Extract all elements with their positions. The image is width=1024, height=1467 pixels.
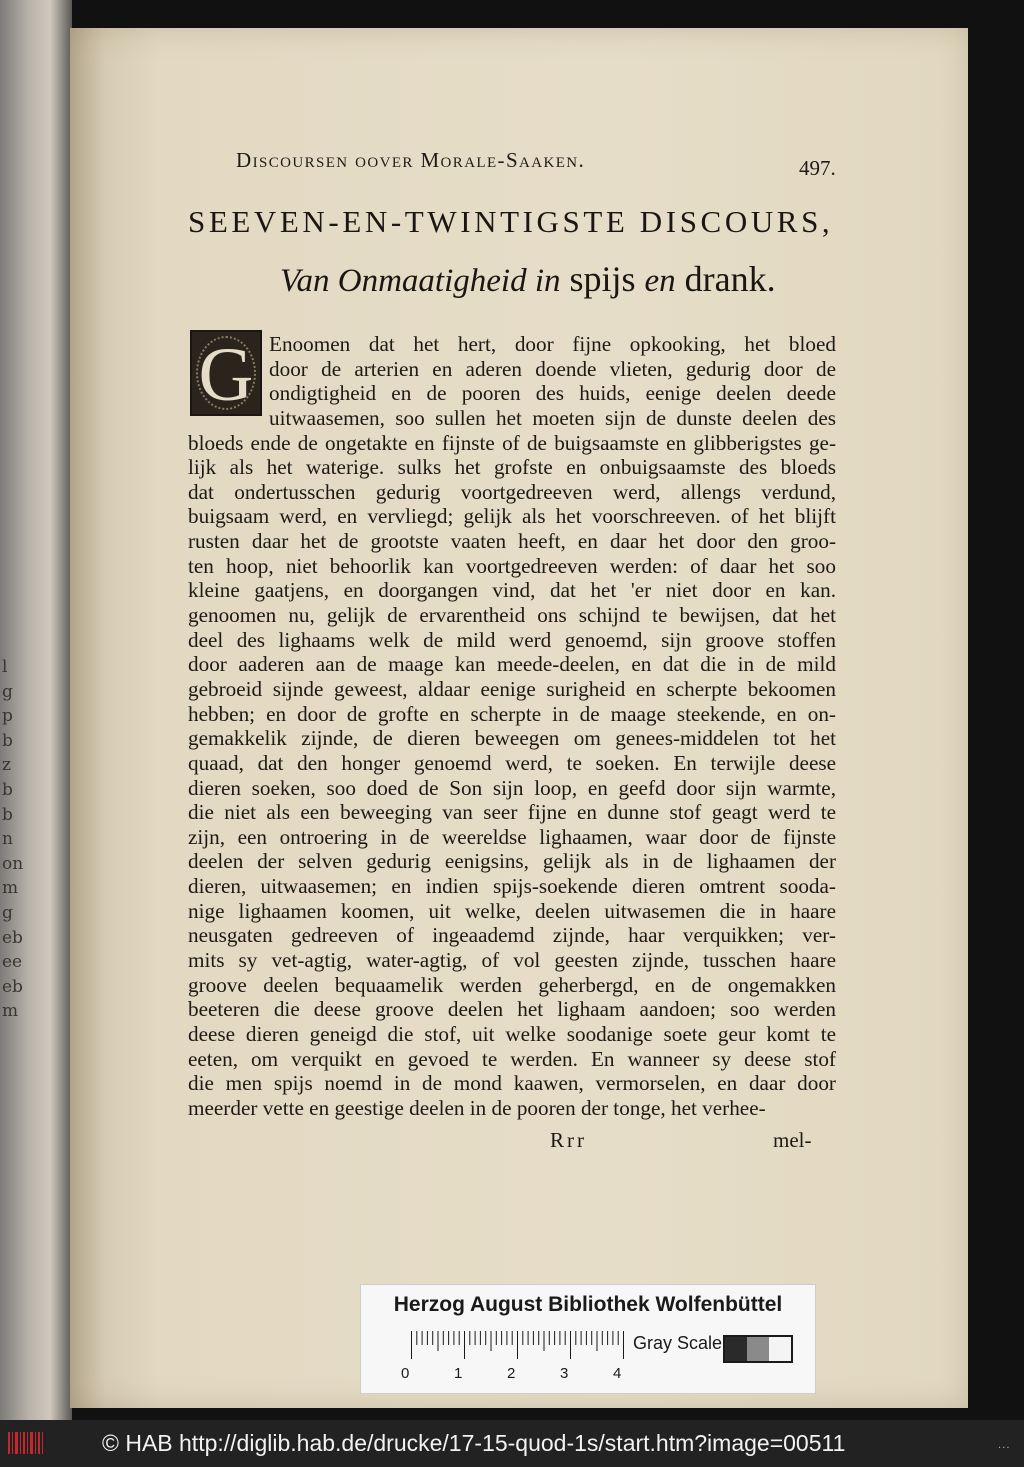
facing-page-letter: n [2, 829, 13, 850]
text-line: nige lighaamen koomen, uit welke, deelen uitwasemen die in haare [188, 898, 836, 923]
ruler-number: 3 [560, 1365, 569, 1382]
gray-scale-label: Gray Scale [633, 1333, 723, 1353]
ruler-tick [475, 1331, 476, 1345]
ruler-tick [453, 1331, 454, 1345]
chapter-title: SEEVEN-EN-TWINTIGSTE DISCOURS, [188, 204, 834, 239]
ruler-tick [618, 1331, 619, 1345]
text-line: groove deelen bequaamelik werden geherbergd, en de ongemakken [188, 972, 836, 997]
ruler-tick [496, 1331, 497, 1345]
text-line: lijk als het waterige. sulks het grofste en onbuigsaamste des bloeds [188, 455, 836, 480]
text-line: rusten daar het de grootste vaaten heeft, en daar het door den groo- [188, 529, 836, 554]
ruler-tick [559, 1331, 560, 1345]
ruler-tick [469, 1331, 470, 1345]
facing-page-letter: g [2, 681, 13, 702]
text-line: genoomen nu, gelijk de ervarentheid ons schijnd te bewijsen, dat het [188, 603, 836, 628]
ruler-tick [607, 1331, 608, 1345]
gray-scale-swatches [723, 1335, 793, 1363]
initial-letter: G [198, 333, 254, 417]
text-line: ondigtigheid en de pooren des huids, eenige deelen deede [269, 381, 836, 406]
ruler-tick [522, 1331, 523, 1345]
facing-page-letter: g [2, 902, 13, 923]
text-line: dieren soeken, soo doed de Son sijn loop, en geefd door sijn warmte, [188, 775, 836, 800]
ruler-tick [517, 1331, 518, 1359]
text-line: neusgaten gedreeven of ingeaademd zijnde, haar verquikken; ver- [188, 923, 836, 948]
facing-page-letter: ee [2, 952, 23, 973]
ruler-tick [575, 1331, 576, 1345]
text-line: dieren, uitwaasemen; en indien spijs-soekende dieren omtrent sooda- [188, 874, 836, 899]
ruler-tick [549, 1331, 550, 1345]
subtitle-italic-part-2: en [644, 263, 676, 299]
ruler-tick [602, 1331, 603, 1345]
color-reference-card [360, 1284, 816, 1394]
copyright-link[interactable]: © HAB http://diglib.hab.de/drucke/17-15-quod-1s/start.htm?image=00511 [102, 1430, 846, 1456]
text-line: ten hoop, niet behoorlik kan voortgedreeven werden: of daar het soo [188, 553, 836, 578]
text-line: mits sy vet-agtig, water-agtig, of vol geesten zijnde, tusschen haare [188, 948, 836, 973]
ruler-number: 4 [613, 1365, 622, 1382]
ruler-tick [544, 1331, 545, 1351]
text-line: buigsaam werd, en vervliegd; gelijk als het voorschreeven. of het blijft [188, 504, 836, 529]
gray-swatch [769, 1337, 791, 1361]
ruler-tick [485, 1331, 486, 1345]
ruler-tick [491, 1331, 492, 1351]
ruler-tick [448, 1331, 449, 1345]
ruler-number: 0 [401, 1365, 410, 1382]
text-line: deelen der selven gedurig eenigsins, gelijk als in de lighaamen der [188, 849, 836, 874]
text-line: eeten, om verquikt en gevoed te werden. En wanneer sy deese stof [188, 1046, 836, 1071]
ruler-tick [570, 1331, 571, 1359]
ruler [409, 1329, 629, 1359]
facing-page-letter: b [2, 804, 13, 825]
ruler-tick [438, 1331, 439, 1351]
subtitle-italic-part: Van Onmaatigheid in [280, 263, 561, 299]
text-line: quaad, dat den honger genoemd werd, te soeken. En terwijle deese [188, 750, 836, 775]
text-line: hebben; en door de grofte en scherpte in de maage steekende, en on- [188, 701, 836, 726]
ruler-number: 1 [454, 1365, 463, 1382]
chapter-subtitle [280, 258, 776, 300]
ruler-tick [432, 1331, 433, 1345]
ruler-tick [506, 1331, 507, 1345]
subtitle-roman-part: spijs [569, 259, 636, 299]
gray-swatch [725, 1337, 747, 1361]
ruler-tick [459, 1331, 460, 1345]
facing-page-letter: b [2, 730, 13, 751]
ruler-tick [565, 1331, 566, 1345]
initial-ornament [196, 336, 256, 410]
text-line: beeteren die deese groove deelen het lighaam aandoen; soo werden [188, 997, 836, 1022]
decorated-initial [190, 330, 262, 416]
text-line: gebroeid sijnde geweest, aldaar eenige surigheid en scherpte bekoomen [188, 676, 836, 701]
gray-swatch [747, 1337, 769, 1361]
ruler-tick [623, 1331, 624, 1359]
ruler-tick [480, 1331, 481, 1345]
facing-page-letter: l [2, 657, 8, 677]
ruler-tick [554, 1331, 555, 1345]
text-line: deel des lighaams welk de mild werd genoemd, sijn groove stoffen [188, 627, 836, 652]
ruler-tick [612, 1331, 613, 1345]
ruler-tick [427, 1331, 428, 1345]
ruler-tick [538, 1331, 539, 1345]
text-line: kleine gaatjens, en doorgangen vind, dat het 'er niet door en kan. [188, 578, 836, 603]
ruler-tick [581, 1331, 582, 1345]
signature-mark: Rrr [550, 1128, 587, 1152]
ruler-tick [422, 1331, 423, 1345]
card-title: Herzog August Bibliothek Wolfenbüttel [393, 1293, 783, 1316]
page-number: 497. [799, 156, 836, 180]
ruler-tick [443, 1331, 444, 1345]
facing-page-letter: m [2, 878, 19, 899]
hab-barcode-logo-icon[interactable] [6, 1429, 46, 1457]
ruler-tick [591, 1331, 592, 1345]
ruler-tick [501, 1331, 502, 1345]
text-line: zijn, een ontroering in de weereldse lighaamen, waar door de fijnste [188, 824, 836, 849]
facing-page-letter: b [2, 779, 13, 800]
ruler-tick [533, 1331, 534, 1345]
ruler-tick [411, 1331, 412, 1359]
running-head: Discoursen oover Morale-Saaken. [236, 148, 586, 172]
facing-page-letter: eb [2, 927, 23, 948]
text-line: door aaderen aan de maage kan meede-deelen, en dat die in de mild [188, 652, 836, 677]
text-line: deese dieren geneigd die stof, uit welke soodanige soete geur komt te [188, 1021, 836, 1046]
subtitle-roman-part-2: drank. [684, 259, 776, 299]
text-line: die niet als een beweeging van seer fijne en dunne stof geagt werd te [188, 800, 836, 825]
text-line: door de arterien en aderen doende vlieten, gedurig door de [269, 356, 836, 381]
facing-page-letters [2, 655, 22, 1024]
text-line: bloeds ende de ongetakte en fijnste of de buigsaamste en glibberigstes ge- [188, 430, 836, 455]
ruler-ticks [409, 1329, 629, 1359]
facing-page-letter: eb [2, 976, 23, 997]
body-text [188, 332, 836, 1121]
text-line: dat ondertusschen gedurig voortgedreeven werd, allengs verdund, [188, 479, 836, 504]
text-line: die men spijs noemd in de mond kaawen, vermorselen, en daar door [188, 1071, 836, 1096]
ruler-tick [416, 1331, 417, 1345]
ruler-tick [597, 1331, 598, 1351]
ruler-tick [586, 1331, 587, 1345]
ruler-tick [528, 1331, 529, 1345]
facing-page-letter: on [2, 853, 24, 874]
footer-bar [0, 1420, 1024, 1467]
ruler-tick [464, 1331, 465, 1359]
text-line: Enoomen dat het hert, door fijne opkooking, het bloed [269, 332, 836, 356]
text-line: uitwaasemen, soo sullen het moeten sijn de dunste deelen des [269, 405, 836, 430]
catchword: mel- [773, 1128, 812, 1152]
facing-page-letter: p [2, 706, 13, 727]
facing-page-letter: z [2, 755, 11, 776]
ruler-number: 2 [507, 1365, 516, 1382]
text-line: gemakkelik zijnde, de dieren beweegen om genees-middelen tot het [188, 726, 836, 751]
text-line: meerder vette en geestige deelen in de pooren der tonge, het verhee- [188, 1095, 766, 1120]
book-page [70, 28, 968, 1408]
menu-dots-icon[interactable]: ... [998, 1440, 1011, 1451]
ruler-tick [512, 1331, 513, 1345]
facing-page-edge [0, 0, 72, 1420]
facing-page-letter: m [2, 1001, 19, 1022]
